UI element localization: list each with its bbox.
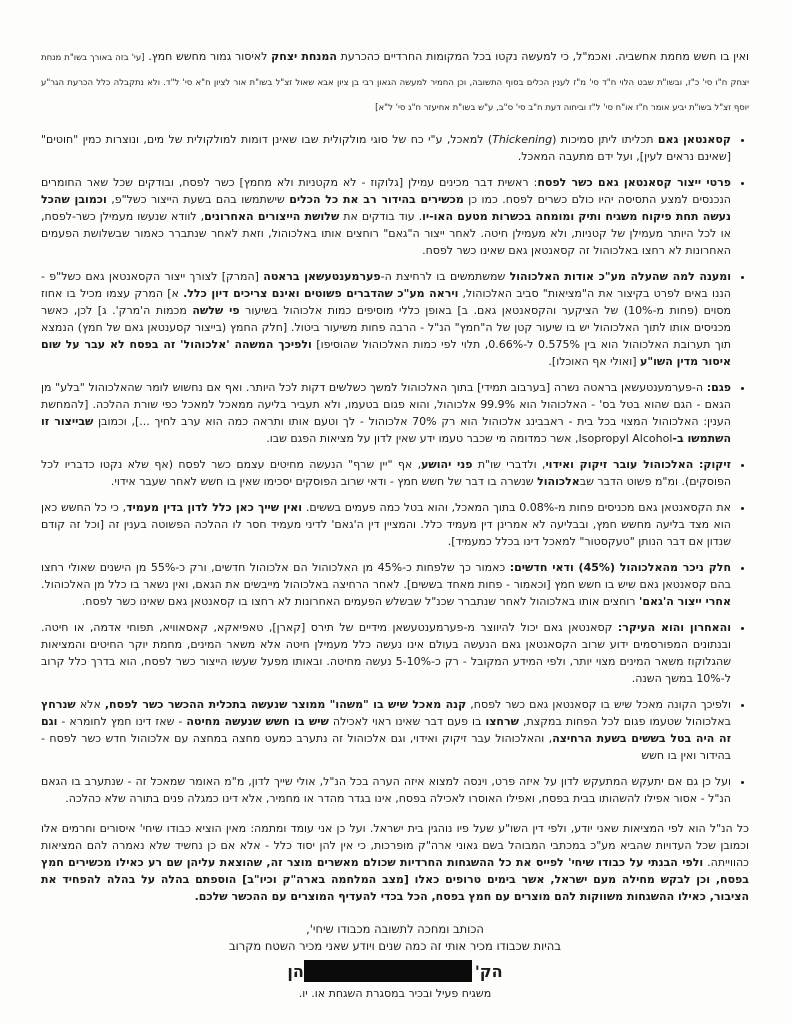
bullet-item: • זיקוק: האלכוהול עובר זיקוק ואידוי, ולדברי שו"ת פני יהושע, אף "יין שרף" הנעשה מחיטים עצמם כשר לפסח (אף שלא נקטו כדבריו לכל הפוסקים). ומ"מ פשוט הדבר שבאלכוהול שנשרה בו דבר של חשש חמץ - ודאי שרוב הפוסקים יסכימו שאין בו חשש לאחר שעבר אידוי. [41, 456, 731, 490]
bullet-item: • קסאנטאן גאם תכליתו ליתן סמיכות (Thickening) למאכל, ע"י כח של סוגי מולקולית שבו שאינן דומות למולקולית של מים, ונוצרות כמין "חוטים" [שאינם נראים לעין], ועל ידם מתעבה המאכל. [41, 131, 731, 165]
signature-prefix: הק' [474, 961, 503, 981]
signer-role-line: משגיח פעיל ובכיר במסגרת השגחת או. יו. [298, 987, 492, 1000]
closing-paragraph: כל הנ"ל הוא לפי המציאות שאני יודע, ולפי דין השו"ע שעל פיו נוהגין בית ישראל. ועל כן אני עומד ומתמה: מאין הוציא כבודו שיחי' איסורים וחרמים אלו וכמובן שכל העדויות שהביא מע"כ במכתבי המבוהל בשם גאוני ארה"ק מופרכות, כי אין להן יסוד כלל - אלא אם כן נחשיד שלא נאמרה להם המציאות כהווייתה. ולפי הבנתי על כבודו שיחי' לפייס את כל ההשגחות החרדיות שכולם מאשרים מוצר זה, שהוצאת עליהן שם רע כאילו מכשירים חמץ בפסח, וכן לבקש מחילה מעם ישראל, אשר בימים טרופים כאלו [מצב המלחמה בארה"ק וכיו"ב] הוספתם בהלה על בהלה להפחיד את הציבור, כאילו ההשגחות משווקות להם מוצרים עם חמץ בפסח, הכל בכדי להעדיף המוצרים עם ההכשר שלכם. [41, 822, 749, 903]
bullet-list [41, 131, 749, 807]
bullet-item: • ומענה למה שהעלה מע"כ אודות האלכוהול שמשתמשים בו לרחיצת ה-פערמענטעשאן בראטה [המרק] לצורך ייצור הקסאנטאן גאם כשל"פ - הננו באים לפרט בקיצור את ה"מציאות" סביב האלכוהול, ויראה מע"כ שהדברים פשוטים ואינם צריכים דיון כלל. א] המרק עצמו מכיל בו אחוז מסוים (פחות מ-10%) של הציקער והקסאנטאן גאם. ב] באופן כללי מוסיפים כמות אלכוהול בשיעור פי שלשה מכמות ה'מרק'. ג] לכן, כאשר מכניסים אותו לתוך האלכוהול יש בו שיעור קטן של ה"חמץ" הנ"ל - הרבה פחות משיעור ביטול. [חלק החמץ (בייצור קסענטאן גאם של חמץ) הנמצא תוך תערובת האלכוהול הוא בין 0.575% ל-0.66%, תלוי לפי כמות האלכוהול שהוסיפו] ולפיכך המשהה 'אלכוהול' זה בפסח לא עבר על שום איסור מדין השו"ע [ואולי אף האוכלו]. [41, 268, 731, 370]
bullet-item: • את הקסאנטאן גאם מכניסים פחות מ-0.08% בתוך המאכל, והוא בטל כמה פעמים בששים. ואין שייך כאן כלל לדון בדין מעמיד, כי כל החשש כאן הוא מצד בליעה מחשש חמץ, ובבליעה לא אמרינן דין מעמיד כלל. והמציין דין ה'גאם' לדיני מעמיד חסר לו ההלכה הפשוטה בענין זה [וכל זה קודם שנדון אם דבר הנותן "טעקסטור" למאכל דינו בכלל כמעמיד]. [41, 499, 731, 550]
signoff-line-2: בהיות שכבודו מכיר אותי זה כמה שנים ויודע שאני מכיר השטח מקרוב [229, 939, 561, 953]
signature-suffix: הן [287, 961, 304, 981]
signoff-line-1: הכותב ומחכה לתשובה מכבודו שיחי', [306, 922, 484, 936]
bullet-item: • פרטי ייצור קסאנטאן גאם כשר לפסח: ראשית דבר מכינים עמילן [גלוקוז - לא מקטניות ולא מחמץ] כשר לפסח, ובודקים שכל שאר החומרים הנכנסים למצע התסיסה יהיו כולם כשרים לפסח. כמו כן מכשירים בהידור רב את כל הכלים שישתמשו בהם בשעת הייצור כשל"פ, וכמובן שהכל נעשה תחת פיקוח משגיח ותיק ומומחה בכשרות מטעם האו-יו. עוד בודקים את שלושת הייצורים האחרונים, לוודא שנעשו מעמילן כשר-לפסח, או לכל היותר מעמילן של קטניות, ולא מעמילן חיטה. לאחר ייצור ה"גאם" רוחצים אותו באלכוהול, וזאת לאחר שנתברר כאמור שבשלושת הפעמים האחרונות לא רחצו באלכוהול זה קסאנטאן גאם שאינו כשר לפסח. [41, 174, 731, 259]
signoff-block [41, 921, 749, 1002]
bullet-item: • והאחרון והוא העיקר: קסאנטאן גאם יכול להיווצר מ-פערמענטעשאן מידיים של תירס [קארן], טאפיאקא, קאסאוויא, תפוחי אדמה, או חיטה. ובנתונים המפורסמים ידוע שרוב הקסאנטאן גאם הנעשה בעולם אינו נעשה כלל מעמילן חיטה אלא משאר המינים, מחמת יוקר החיטים והמציאות שהגלוקוז משאר המינים מצוי יותר, ולפי המידע המקובל - רק כ-5-10% נעשה מחיטה. ובאותו מפעל שעשו הייצור כשר לפסח, הוא בדרך כלל קרוב ל-10% במשך השנה. [41, 619, 731, 687]
bullet-item: • חלק ניכר מהאלכוהול (45%) ודאי חדשים: כאמור כך שלפחות כ-45% מן האלכוהול הם אלכוהול חדשים, ורק כ-55% מן הישנים שאולי רחצו בהם קסאנטאן גאם שיש בו חשש חמץ [וכאמור - פחות מאחד בששים]. לאחר הרחיצה באלכוהול מייבשים את הגאם, ואין נשאר בו כלל מן האלכוהול. אחרי ייצור ה'גאם' רוחצים אותו באלכוהול לאחר שנתברר שכנ"ל שבשלש הפעמים האחרונות לא רחצו בו קסאנטאן גאם שאינו כשר לפסח. [41, 559, 731, 610]
letter-body [41, 46, 749, 1002]
signature-line [41, 960, 749, 982]
redaction-box [304, 960, 472, 982]
bullet-item: • ולפיכך הקונה מאכל שיש בו קסאנטאן גאם כשר לפסח, קנה מאכל שיש בו "משהו" ממוצר שנעשה בתכלית ההכשר כשר לפסח, אלא שנרחץ באלכוהול שטעמו פגום לכל הפחות במקצת, שרחצו בו פעם דבר שאינו ראוי לאכילה שיש בו חשש שנעשה מחיטה - שאז דינו חמץ לחומרא - וגם זה היה בטל בששים בשעת הרחיצה, והאלכוהול עבר זיקוק ואידוי, וגם אלכוהול זה נתערב כמעט מחצה במחצה עם אלכוהול חדש כשר לפסח - בהידור ואין בו חשש [41, 696, 731, 764]
bullet-item: • פגם: ה-פערמענטעשאן בראטה נשרה [בערבוב תמידי] בתוך האלכוהול למשך כשלשים דקות לכל היותר. ואף אם נחשוש לומר שהאלכוהול "בלע" מן הגאם - הגם שהוא בטל בס' - האלכוהול הוא 99.9% אלכוהול, והוא פגום בטעמו, ולא תעביר בליעה ממאכל למאכל כפי שורת ההלכה. [להמחשת הענין: האלכוהול המצוי בכל בית - ראבבינג אלכוהול הוא רק 70% אלכוהול - לך וטעם אותו ותראה כמה הוא ערב לחיך ...], וכמובן שבייצור זו השתמשו ב-Isopropyl Alcohol, אשר כמדומה מי שכבר טעמו ידע שאין לדון על מציאות הפגם שבו. [41, 379, 731, 447]
bullet-item: • ועל כן גם אם יתעקש המתעקש לדון על איזה פרט, וינסה למצוא איזה הערה בכל הנ"ל, אולי שייך לדון, מ"מ האומר שמאכל זה - שנתערב בו הגאם הנ"ל - אסור אפילו להשהותו בבית בפסח, ואפילו האוסרו לאכילה בפסח, אינו בגדר מהדר או מחמיר, אלא דינו כמגלה פנים בתורה שלא כהלכה. [41, 773, 731, 807]
intro-paragraph: ואין בו חשש מחמת אחשביה. ואכמ"ל, כי למעשה נקטו בכל המקומות החרדיים כהכרעת המנחת יצחק לאיסור גמור מחשש חמץ. [עי' בזה באורך בשו"ת מנחת יצחק ח"ו סי' כ"ז, ובשו"ת שבט הלוי ח"ד סי' מ"ז לענין הכלים בסוף התשובה, וכן החמיר למעשה הגאון רבי בן ציון אבא שאול זצ"ל בשו"ת אור לציון ח"א סי' ל"ד. ולא נתקבלה כלל הכרעת הגר"ע יוסף זצ"ל בשו"ת יביע אומר ח"ז או"ח סי' ל"ז וביחוה דעת ח"ב סי' ס"ב, ע"ש בשו"ת אחיעזר ח"ג סי' ל"א] [41, 50, 749, 113]
